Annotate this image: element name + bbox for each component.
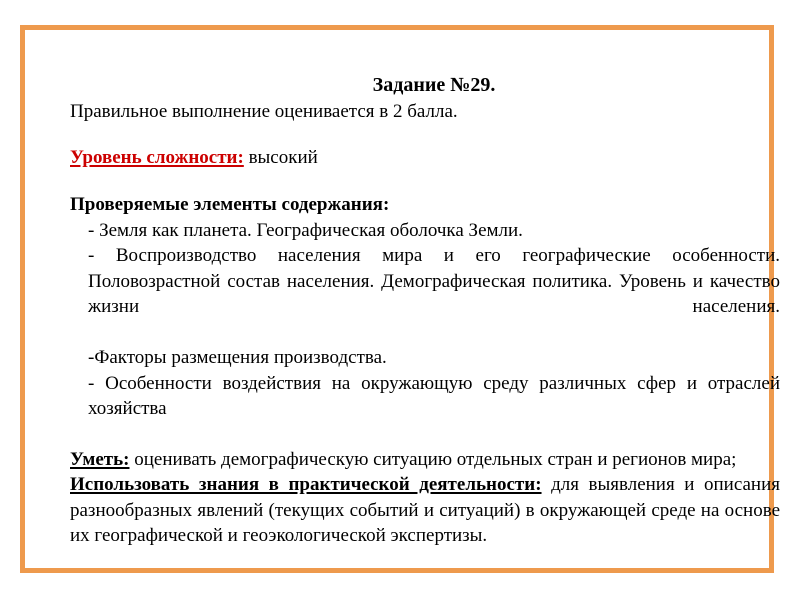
application-label: Использовать знания в практической деятельности: <box>70 474 542 496</box>
list-item: - Земля как планета. Географическая оболочка Земли. <box>88 219 523 241</box>
spacer-after-scoring <box>70 124 780 146</box>
difficulty-label: Уровень сложности: <box>70 147 244 169</box>
list-item: -Факторы размещения производства. <box>88 347 387 369</box>
slide-content <box>70 74 780 586</box>
skills-paragraph <box>70 447 780 472</box>
list-item: - Воспроизводство населения мира и его географические особенности. Половозрастной состав населения. Демографическая политика. Уровень и качество жизни населения. <box>88 245 780 318</box>
spacer-after-difficulty <box>70 171 780 193</box>
page-title: Задание №29. <box>372 74 496 96</box>
skills-label: Уметь: <box>70 448 130 470</box>
application-paragraph <box>70 472 780 548</box>
slide-frame-border <box>20 25 780 573</box>
application-text: для выявления и описания разнообразных явлений (текущих событий и ситуаций) в окружающей среде на основе их географической и геоэкологической экспертизы. <box>70 474 780 547</box>
checked-elements-heading: Проверяемые элементы содержания: <box>70 194 390 216</box>
difficulty-value: высокий <box>243 147 318 169</box>
skills-text: оценивать демографическую ситуацию отдельных стран и регионов мира; <box>129 448 737 470</box>
checked-elements-list <box>70 218 780 447</box>
list-item: - Особенности воздействия на окружающую среду различных сфер и отраслей хозяйства <box>88 372 780 419</box>
difficulty-line <box>70 146 780 171</box>
scoring-line: Правильное выполнение оценивается в 2 балла. <box>70 101 458 122</box>
